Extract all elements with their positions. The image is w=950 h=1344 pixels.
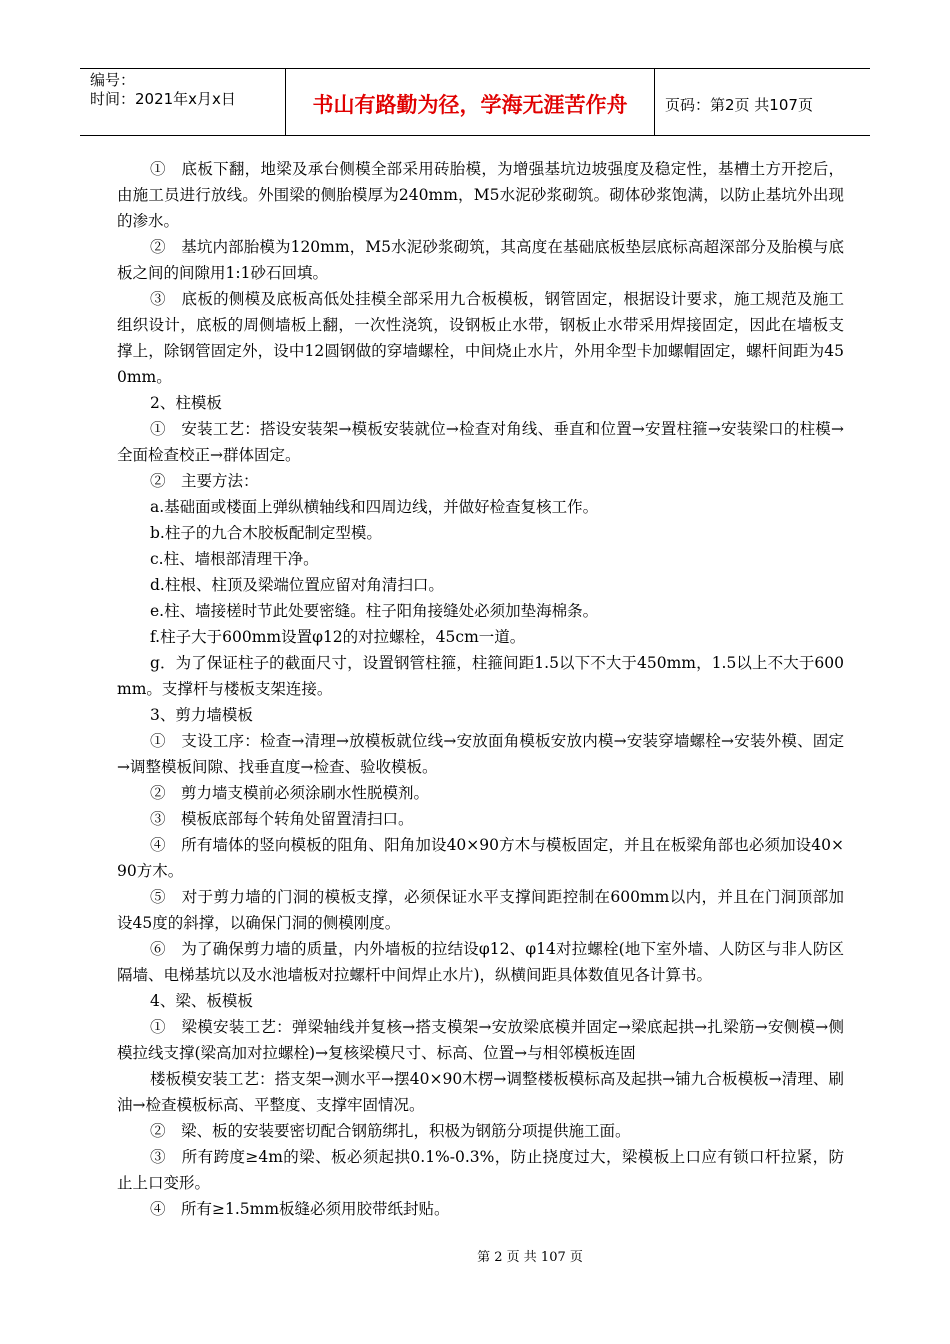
paragraph: ⑥ 为了确保剪力墙的质量，内外墙板的拉结设φ12、φ14对拉螺栓(地下室外墙、人防区与非人防区隔墙、电梯基坑以及水池墙板对拉螺杆中间焊止水片)，纵横间距具体数值见各计算书。 bbox=[117, 940, 844, 984]
paragraph: ① 梁模安装工艺：弹梁轴线并复核→搭支模架→安放梁底模并固定→梁底起拱→扎梁筋→安侧模→侧模拉线支撑(梁高加对拉螺栓)→复核梁模尺寸、标高、位置→与相邻模板连固 bbox=[117, 1018, 844, 1062]
section-heading: 4、梁、板模板 bbox=[150, 992, 253, 1010]
list-item: e.柱、墙接槎时节此处要密缝。柱子阳角接缝处必须加垫海棉条。 bbox=[150, 602, 599, 620]
document-body bbox=[117, 156, 844, 1222]
list-item: f.柱子大于600mm设置φ12的对拉螺栓，45cm一道。 bbox=[150, 628, 526, 646]
paragraph: ④ 所有墙体的竖向模板的阻角、阳角加设40×90方木与模板固定，并且在板梁角部也必须加设40×90方木。 bbox=[117, 836, 844, 880]
paragraph: ③ 所有跨度≥4m的梁、板必须起拱0.1%-0.3%，防止挠度过大，梁模板上口应有锁口杆拉紧，防止上口变形。 bbox=[117, 1148, 844, 1192]
paragraph: ③ 底板的侧模及底板高低处挂模全部采用九合板模板，钢管固定，根据设计要求，施工规范及施工组织设计，底板的周侧墙板上翻，一次性浇筑，设钢板止水带，钢板止水带采用焊接固定，因此在墙板支撑上，除钢管固定外，设中12圆钢做的穿墙螺栓，中间烧止水片，外用伞型卡加螺帽固定，螺杆间距为450mm。 bbox=[117, 290, 844, 386]
document-number-label: 编号： bbox=[90, 71, 136, 89]
header-motto: 书山有路勤为径，学海无涯苦作舟 bbox=[285, 69, 655, 135]
header-page-info: 页码：第2页 共107页 bbox=[665, 95, 813, 114]
header-meta bbox=[80, 69, 285, 135]
document-time-label: 时间：2021年x月x日 bbox=[90, 90, 236, 108]
paragraph: ② 梁、板的安装要密切配合钢筋绑扎，积极为钢筋分项提供施工面。 bbox=[150, 1122, 631, 1140]
paragraph: 楼板模安装工艺：搭支架→测水平→摆40×90木楞→调整楼板模标高及起拱→铺九合板模板→清理、刷油→检查模板标高、平整度、支撑牢固情况。 bbox=[117, 1070, 844, 1114]
paragraph: ① 安装工艺：搭设安装架→模板安装就位→检查对角线、垂直和位置→安置柱箍→安装梁口的柱模→全面检查校正→群体固定。 bbox=[117, 420, 844, 464]
page-footer: 第 2 页 共 107 页 bbox=[477, 1250, 583, 1265]
paragraph: ② 主要方法： bbox=[150, 472, 259, 490]
paragraph: ⑤ 对于剪力墙的门洞的模板支撑，必须保证水平支撑间距控制在600mm以内，并且在门洞顶部加设45度的斜撑，以确保门洞的侧模刚度。 bbox=[117, 888, 844, 932]
section-heading: 2、柱模板 bbox=[150, 394, 222, 412]
paragraph: ① 支设工序：检查→清理→放模板就位线→安放面角模板安放内模→安装穿墙螺栓→安装外模、固定→调整模板间隙、找垂直度→检查、验收模板。 bbox=[117, 732, 844, 776]
list-item: g．为了保证柱子的截面尺寸，设置钢管柱箍，柱箍间距1.5以下不大于450mm，1.5以上不大于600mm。支撑杆与楼板支架连接。 bbox=[117, 654, 844, 698]
list-item: c.柱、墙根部清理干净。 bbox=[150, 550, 319, 568]
paragraph: ① 底板下翻，地梁及承台侧模全部采用砖胎模，为增强基坑边坡强度及稳定性，基槽土方开挖后，由施工员进行放线。外围梁的侧胎模厚为240mm，M5水泥砂浆砌筑。砌体砂浆饱满，以防止基坑外出现的渗水。 bbox=[117, 160, 844, 230]
section-heading: 3、剪力墙模板 bbox=[150, 706, 253, 724]
page-header bbox=[80, 68, 870, 136]
paragraph: ② 剪力墙支模前必须涂刷水性脱模剂。 bbox=[150, 784, 430, 802]
paragraph: ④ 所有≥1.5mm板缝必须用胶带纸封贴。 bbox=[150, 1200, 450, 1218]
paragraph: ③ 模板底部每个转角处留置清扫口。 bbox=[150, 810, 414, 828]
list-item: d.柱根、柱顶及梁端位置应留对角清扫口。 bbox=[150, 576, 444, 594]
list-item: b.柱子的九合木胶板配制定型模。 bbox=[150, 524, 382, 542]
list-item: a.基础面或楼面上弹纵横轴线和四周边线，并做好检查复核工作。 bbox=[150, 498, 599, 516]
paragraph: ② 基坑内部胎模为120mm，M5水泥砂浆砌筑，其高度在基础底板垫层底标高超深部分及胎模与底板之间的间隙用1:1砂石回填。 bbox=[117, 238, 844, 282]
